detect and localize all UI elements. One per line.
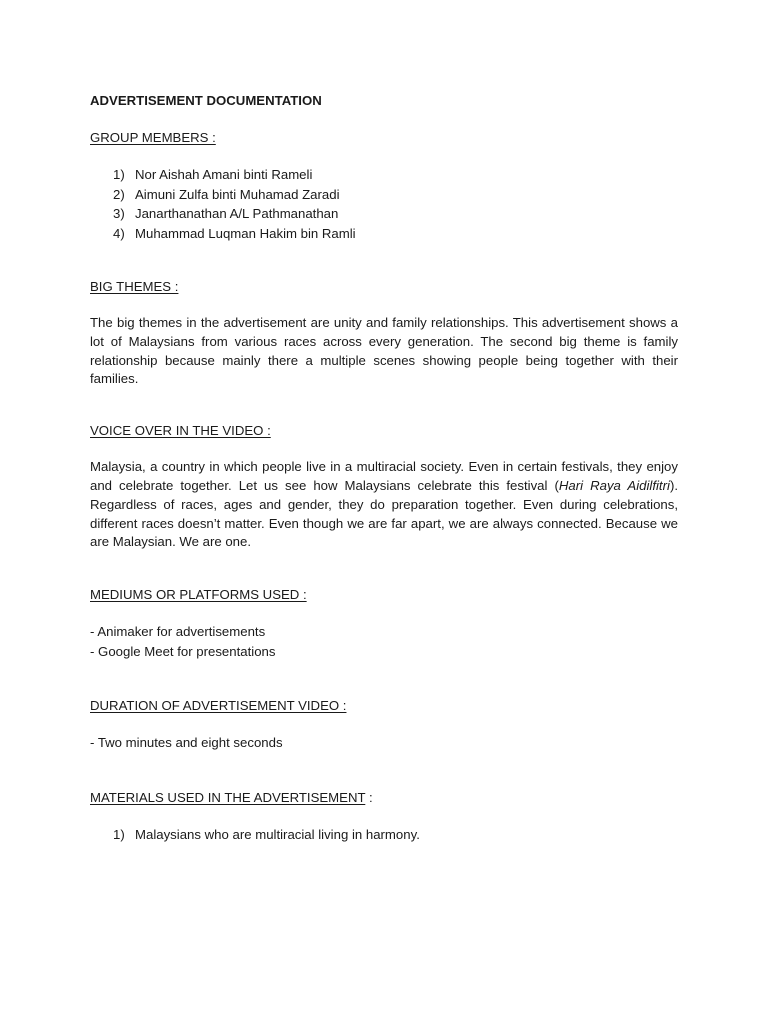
list-item: - Animaker for advertisements bbox=[90, 624, 266, 640]
document-title: ADVERTISEMENT DOCUMENTATION bbox=[90, 93, 322, 108]
mediums-heading: MEDIUMS OR PLATFORMS USED : bbox=[90, 587, 307, 603]
material-text: Malaysians who are multiracial living in harmony. bbox=[135, 826, 420, 842]
member-name: Nor Aishah Amani binti Rameli bbox=[135, 167, 313, 182]
big-themes-paragraph: The big themes in the advertisement are unity and family relationships. This advertisement shows a lot of Malaysians from various races across every generation. The second big theme is family relationship because mainly there a multiple scenes showing people being together with their families. bbox=[90, 315, 678, 387]
materials-list bbox=[90, 825, 678, 845]
voice-over-paragraph: Malaysia, a country in which people live in a multiracial society. Even in certain festivals, they enjoy and celebrate together. Let us see how Malaysians celebrate this festival (Hari Raya Aidilfitri). Regardless of races, ages and gender, they do preparation together. Even during celebrations, different races doesn’t matter. Even though we are far apart, we are always connected. Because we are Malaysian. We are one. bbox=[90, 459, 678, 550]
group-members-list bbox=[90, 165, 678, 243]
group-members-heading: GROUP MEMBERS : bbox=[90, 130, 216, 145]
voice-over-heading: VOICE OVER IN THE VIDEO : bbox=[90, 423, 271, 439]
list-item: - Google Meet for presentations bbox=[90, 643, 276, 659]
list-item: 3) Janarthanathan A/L Pathmanathan bbox=[113, 206, 339, 221]
list-item: 1) Nor Aishah Amani binti Rameli bbox=[113, 167, 313, 182]
materials-heading: MATERIALS USED IN THE ADVERTISEMENT : bbox=[90, 789, 373, 805]
duration-heading: DURATION OF ADVERTISEMENT VIDEO : bbox=[90, 698, 347, 714]
list-item: - Two minutes and eight seconds bbox=[90, 735, 283, 751]
mediums-list bbox=[90, 622, 678, 661]
duration-list bbox=[90, 733, 678, 753]
list-item: 1) Malaysians who are multiracial living in harmony. bbox=[113, 826, 420, 842]
member-name: Janarthanathan A/L Pathmanathan bbox=[135, 206, 339, 221]
festival-name: Hari Raya Aidilfitri bbox=[558, 477, 670, 493]
member-name: Aimuni Zulfa binti Muhamad Zaradi bbox=[135, 186, 340, 202]
member-name: Muhammad Luqman Hakim bin Ramli bbox=[135, 225, 356, 241]
list-item: 4) Muhammad Luqman Hakim bin Ramli bbox=[113, 225, 356, 241]
document-content bbox=[90, 92, 678, 844]
list-item: 2) Aimuni Zulfa binti Muhamad Zaradi bbox=[113, 186, 340, 202]
big-themes-heading: BIG THEMES : bbox=[90, 279, 179, 294]
